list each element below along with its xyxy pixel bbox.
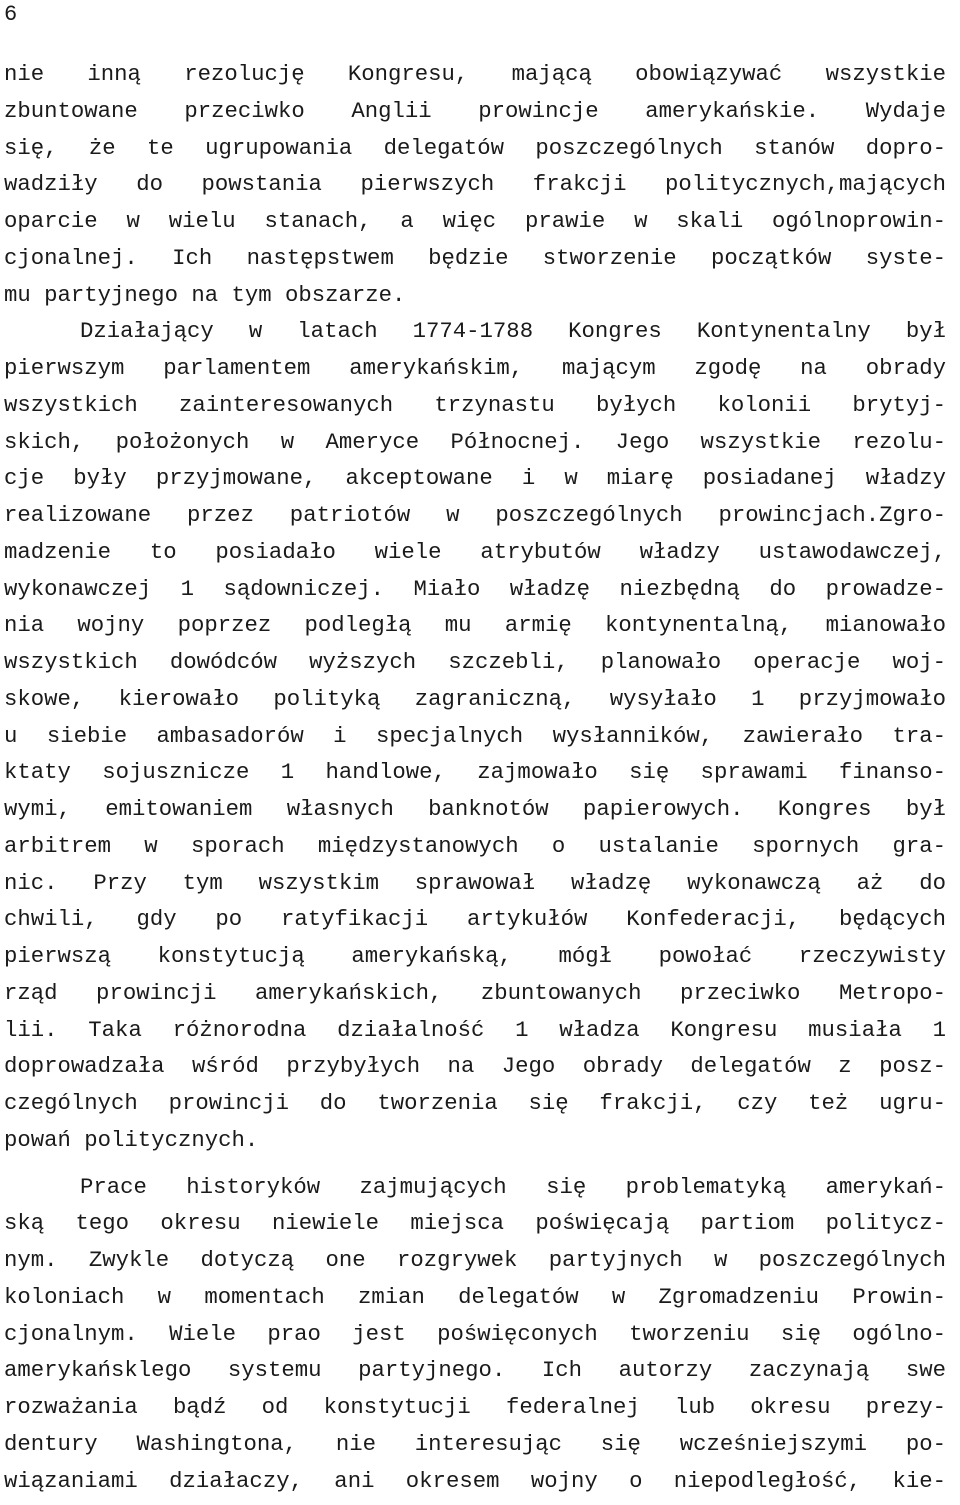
text-line: wszystkich dowódców wyższych szczebli, planowało operacje woj- bbox=[4, 649, 946, 675]
text-line: powań politycznych. bbox=[4, 1126, 259, 1153]
text-line: cjonalnym. Wiele prao jest poświęconych tworzeniu się ogólno- bbox=[4, 1320, 946, 1347]
page-number: 6 bbox=[4, 2, 18, 27]
paragraph-gap bbox=[4, 1159, 946, 1169]
text-line: realizowane przez patriotów w poszczególnych prowincjach.Zgro- bbox=[4, 502, 946, 528]
text-line: oparcie w wielu stanach, a więc prawie w skali ogólnoprowin- bbox=[4, 208, 946, 234]
text-line: cjonalnej. Ich następstwem będzie stworzenie początków syste- bbox=[4, 244, 946, 271]
text-line: arbitrem w sporach międzystanowych o ustalanie spornych gra- bbox=[4, 832, 946, 859]
text-line: cje były przyjmowane, akceptowane i w miarę posiadanej władzy bbox=[4, 465, 946, 492]
text-line: wiązaniami działaczy, ani okresem wojny o niepodległość, kie- bbox=[4, 1467, 946, 1494]
text-line: dentury Washingtona, nie interesując się wcześniejszymi po- bbox=[4, 1430, 946, 1457]
text-line: czególnych prowincji do tworzenia się frakcji, czy też ugru- bbox=[4, 1090, 946, 1116]
text-line: mu partyjnego na tym obszarze. bbox=[4, 281, 406, 308]
text-line: wadziły do powstania pierwszych frakcji politycznych,mających bbox=[4, 171, 946, 198]
text-line: wykonawczej 1 sądowniczej. Miało władzę niezbędną do prowadze- bbox=[4, 575, 946, 602]
text-line: chwili, gdy po ratyfikacji artykułów Konfederacji, będących bbox=[4, 906, 946, 933]
text-line: lii. Taka różnorodna działalność 1 władza Kongresu musiała 1 bbox=[4, 1016, 946, 1043]
text-line: zbuntowane przeciwko Anglii prowincje amerykańskie. Wydaje bbox=[4, 97, 946, 124]
text-line: ktaty sojusznicze 1 handlowe, zajmowało się sprawami finanso- bbox=[4, 759, 946, 786]
text-line: nia wojny poprzez podległą mu armię kontynentalną, mianowało bbox=[4, 612, 946, 639]
text-line: pierwszą konstytucją amerykańską, mógł powołać rzeczywisty bbox=[4, 943, 946, 969]
text-line: u siebie ambasadorów i specjalnych wysłanników, zawierało tra- bbox=[4, 722, 946, 749]
text-line: rząd prowincji amerykańskich, zbuntowanych przeciwko Metropo- bbox=[4, 979, 946, 1006]
text-line: nie inną rezolucję Kongresu, mającą obowiązywać wszystkie bbox=[4, 61, 946, 87]
text-line: rozważania bądź od konstytucji federalnej lub okresu prezy- bbox=[4, 1394, 946, 1420]
text-line: wymi, emitowaniem własnych banknotów papierowych. Kongres był bbox=[4, 796, 946, 822]
text-line: doprowadzała wśród przybyłych na Jego obrady delegatów z posz- bbox=[4, 1053, 946, 1080]
text-line: skowe, kierowało polityką zagraniczną, wysyłało 1 przyjmowało bbox=[4, 685, 946, 712]
text-line: skich, położonych w Ameryce Północnej. Jego wszystkie rezolu- bbox=[4, 428, 946, 455]
document-body bbox=[4, 56, 946, 1499]
text-line: koloniach w momentach zmian delegatów w Zgromadzeniu Prowin- bbox=[4, 1283, 946, 1310]
text-line: nic. Przy tym wszystkim sprawował władzę wykonawczą aż do bbox=[4, 869, 946, 896]
text-line: nym. Zwykle dotyczą one rozgrywek partyjnych w poszczególnych bbox=[4, 1247, 946, 1273]
text-line: Prace historyków zajmujących się problematyką amerykań- bbox=[80, 1173, 946, 1200]
text-line: Działający w latach 1774-1788 Kongres Kontynentalny był bbox=[80, 318, 946, 345]
text-line: madzenie to posiadało wiele atrybutów władzy ustawodawczej, bbox=[4, 538, 946, 565]
text-line: amerykańsklego systemu partyjnego. Ich autorzy zaczynają swe bbox=[4, 1357, 946, 1384]
text-line: ską tego okresu niewiele miejsca poświęcają partiom politycz- bbox=[4, 1210, 946, 1237]
text-line: się, że te ugrupowania delegatów poszczególnych stanów dopro- bbox=[4, 134, 946, 161]
text-line: wszystkich zainteresowanych trzynastu byłych kolonii brytyj- bbox=[4, 391, 946, 418]
text-line: pierwszym parlamentem amerykańskim, mającym zgodę na obrady bbox=[4, 355, 946, 381]
